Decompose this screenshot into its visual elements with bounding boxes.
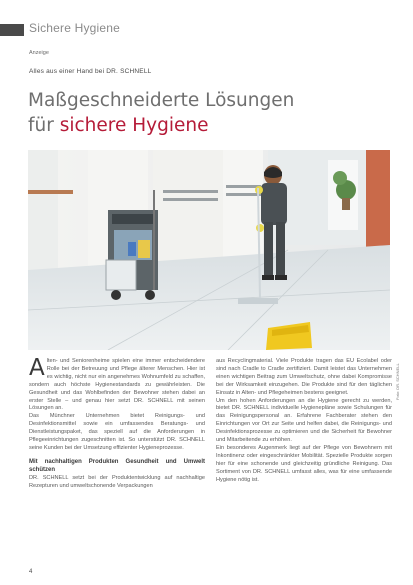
article-subheading: Mit nachhaltigen Produkten Gesundheit und Umwelt schützen <box>29 458 205 473</box>
article-paragraph-5: Um den hohen Anforderungen an die Hygiene gerecht zu werden, bietet DR. SCHNELL individuelle Hygienepläne sowie Schulungen für das Reinigungspersonal an. Erfahrene Fachberater stehen den Einrichtungen vor Ort zur Seite und helfen dabei, die Reinigungs- und Desinfektionsprozesse zu optimieren und die Sicherheit für Bewohner und Mitarbeitende zu erhöhen. <box>216 397 392 444</box>
section-title: Sichere Hygiene <box>29 21 121 35</box>
headline-line-2-prefix: für <box>28 115 60 136</box>
page-number: 4 <box>29 569 33 575</box>
section-marker-bar <box>0 24 24 36</box>
headline-emphasis: sichere Hygiene <box>59 115 209 136</box>
article-paragraph-1: lten- und Seniorenheime spielen eine immer entscheidendere Rolle bei der Betreuung und Pflege älterer Menschen. Hier ist es wichtig, nicht nur ein angenehmes Wohnumfeld zu schaffen, sondern auch höchste Hygienestandards zu gewährleisten. Die Gesundheit und das Wohlbefinden der Bewohner stehen dabei an erster Stelle – und genau hier setzt DR. SCHNELL mit seinen Lösungen an. <box>29 358 205 412</box>
article-paragraph-2: Das Münchner Unternehmen bietet Reinigungs- und Desinfektionsmittel sowie ein umfassendes Beratungs- und Dienstleistungspaket, das speziell auf die Anforderungen in Pflegeeinrichtungen zugeschnitten ist. So unterstützt DR. SCHNELL seine Kunden bei der Umsetzung effizienter Hygieneprozesse. <box>29 413 205 451</box>
drop-cap: A <box>29 355 45 381</box>
cleaning-staff-photo <box>28 150 390 350</box>
article-headline <box>28 88 398 138</box>
article-column-left <box>29 355 205 491</box>
article-paragraph-6: Ein besonderes Augenmerk liegt auf der Pflege von Bewohnern mit Inkontinenz oder eingeschränkter Mobilität. Spezielle Produkte sorgen hier für eine schonende und gleichzeitig gründliche Reinigung. Das Sortiment von DR. SCHNELL umfasst alles, was für eine umfassende Hygiene nötig ist. <box>216 444 392 483</box>
article-paragraph-3: DR. SCHNELL setzt bei der Produktentwicklung auf nachhaltige Rezepturen und umweltschonende Verpackungen <box>29 474 205 489</box>
advertisement-label: Anzeige <box>29 50 49 56</box>
article-kicker: Alles aus einer Hand bei DR. SCHNELL <box>29 68 152 75</box>
headline-line-1: Maßgeschneiderte Lösungen <box>28 90 295 111</box>
article-paragraph-4: aus Recyclingmaterial. Viele Produkte tragen das EU Ecolabel oder sind nach Cradle to Cradle zertifiziert. Damit leistet das Unternehmen einen wichtigen Beitrag zum Umweltschutz, ohne dabei Kompromisse bei der Wirksamkeit einzugehen. Die Produkte sind für den täglichen Einsatz in Alten- und Pflegeheimen bestens geeignet. <box>216 358 392 396</box>
photo-credit: Foto: DR. SCHNELL <box>395 363 400 400</box>
article-paragraph <box>29 355 205 413</box>
article-column-right <box>216 358 392 485</box>
